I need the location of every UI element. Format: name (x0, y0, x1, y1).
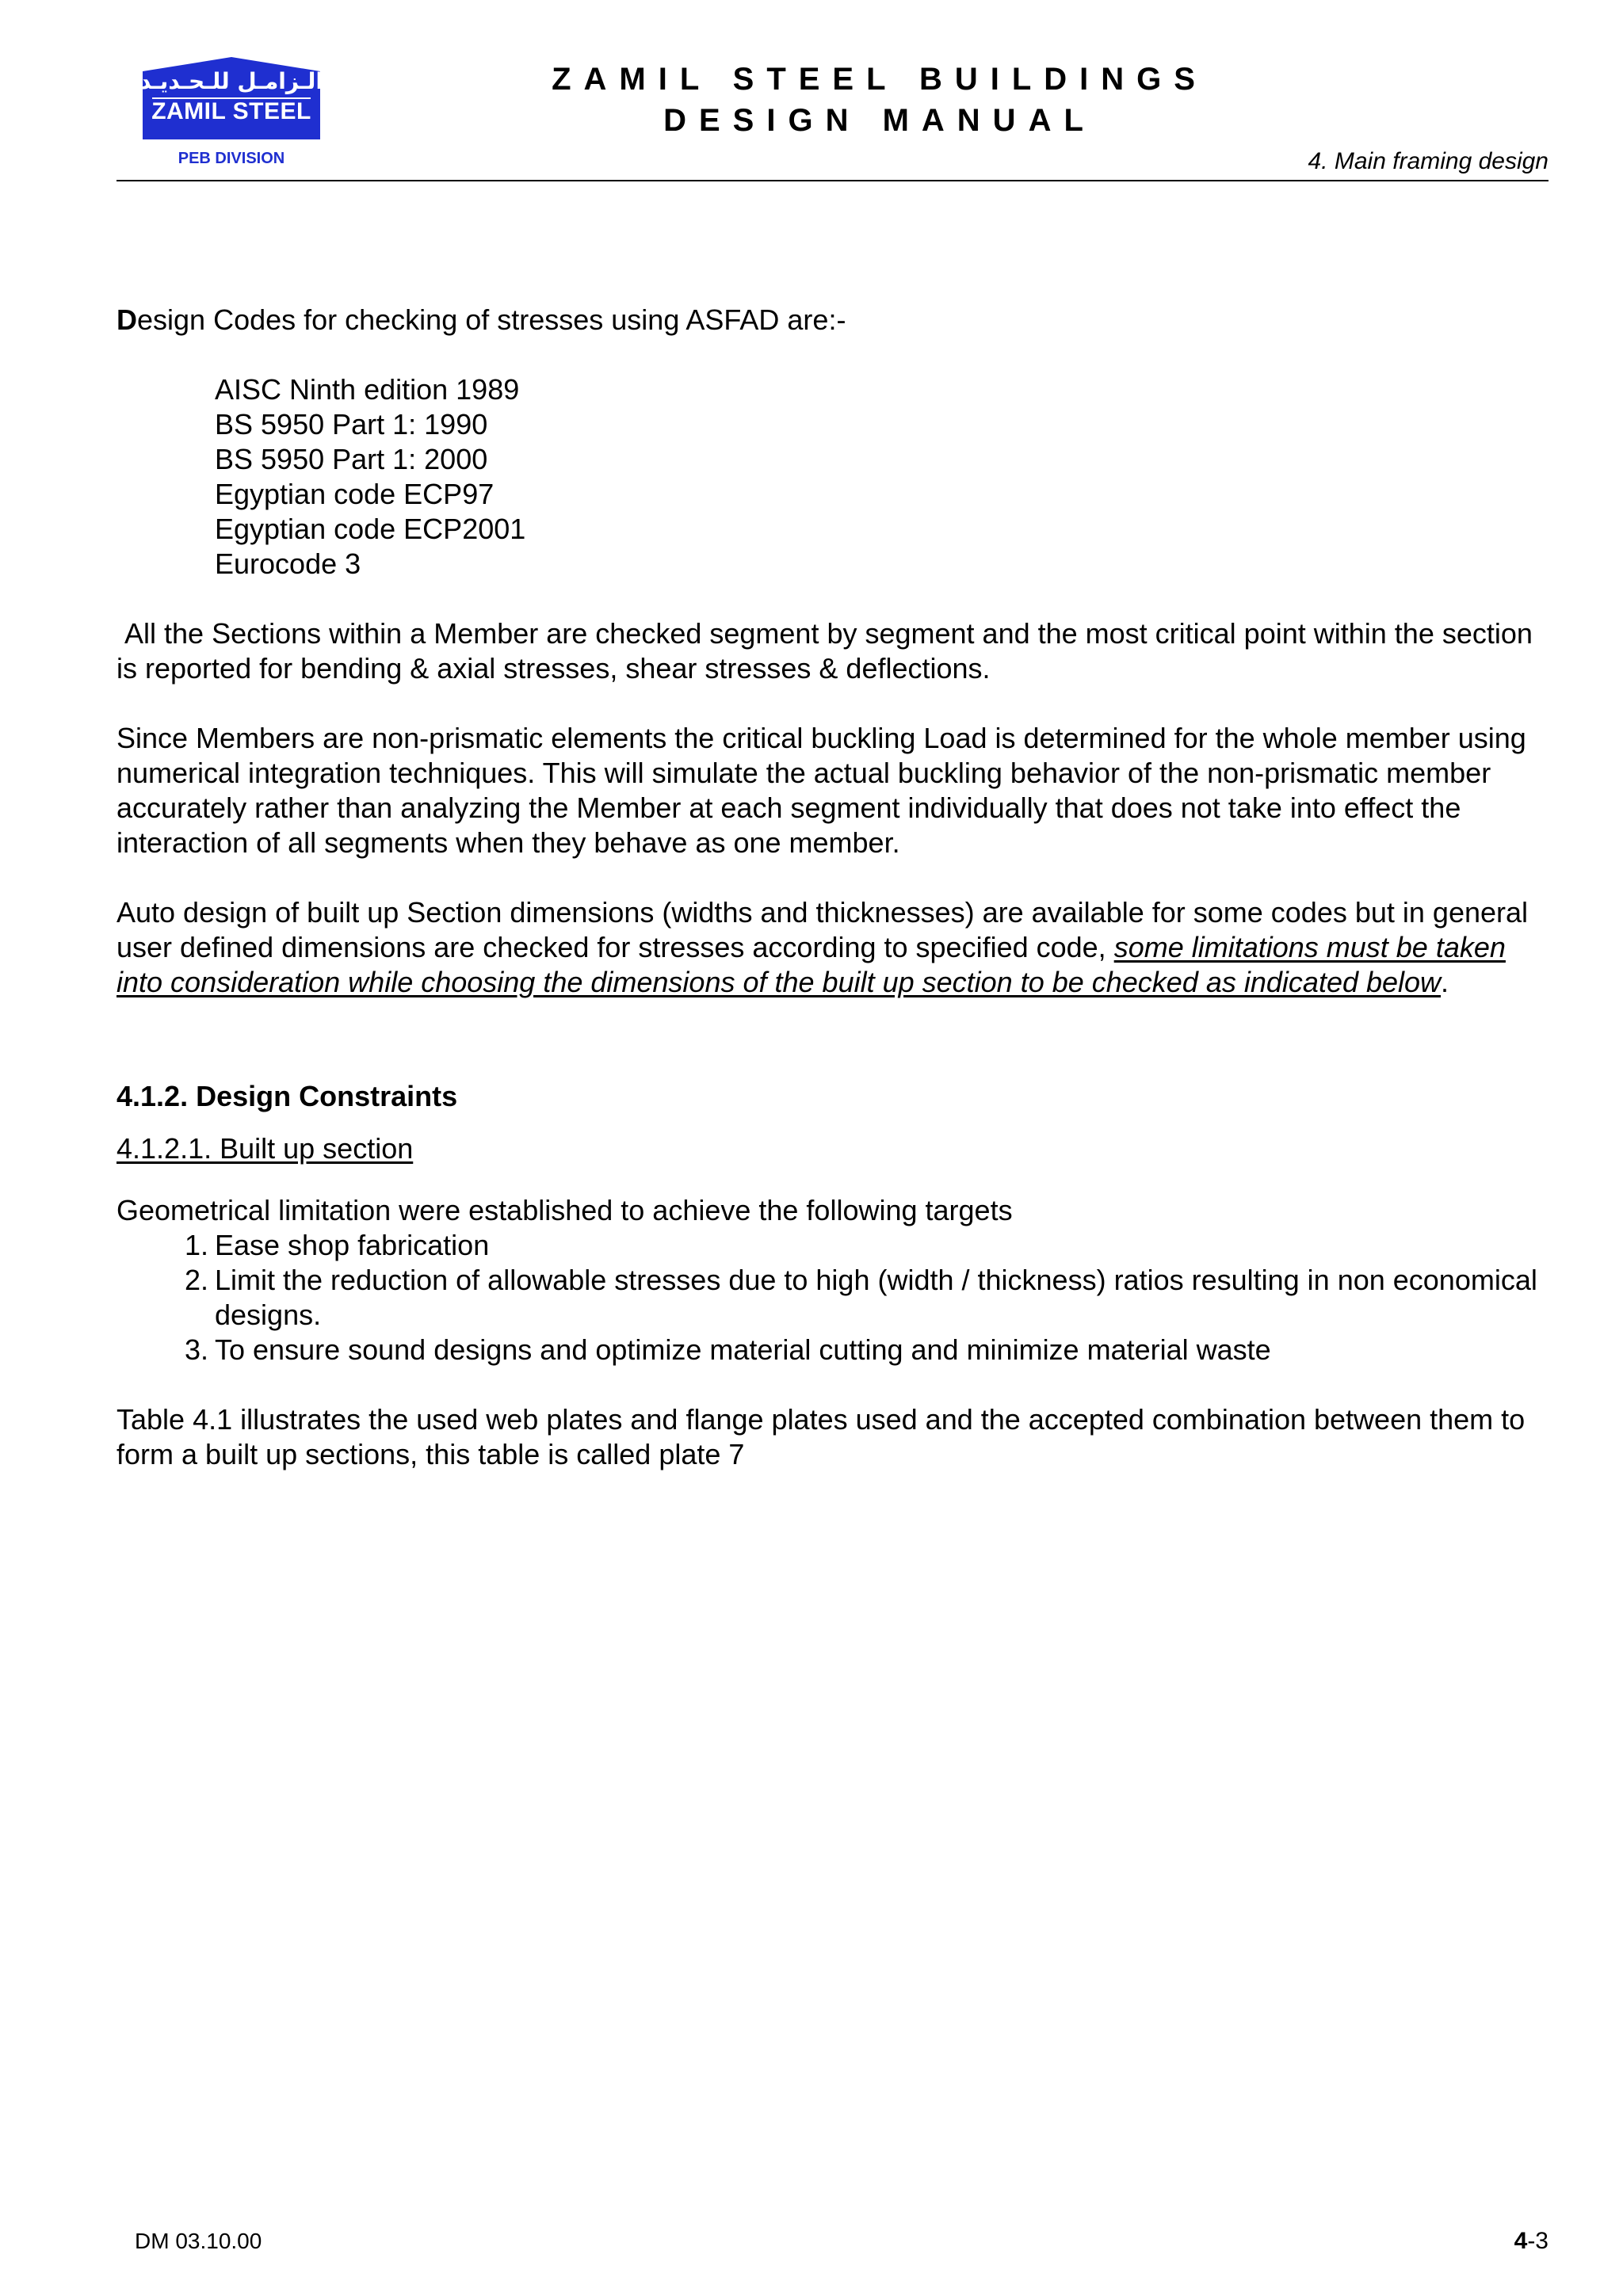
page-chapter-number: 4 (1514, 2228, 1528, 2254)
list-item-text: Ease shop fabrication (215, 1229, 490, 1261)
list-item (116, 1333, 1543, 1367)
list-item-number: 3. (184, 1333, 208, 1366)
design-code-item: Eurocode 3 (215, 547, 361, 580)
paragraph-table-reference: Table 4.1 illustrates the used web plates and flange plates used and the accepted combination between them to form a built up sections, this table is called plate 7 (116, 1403, 1526, 1470)
document-title (444, 59, 1316, 141)
paragraph-sections-check: All the Sections within a Member are checked segment by segment and the most critical point within the section is reported for bending & axial stresses, shear stresses & deflections. (116, 617, 1541, 685)
page-body (116, 303, 1543, 1472)
document-code: DM 03.10.00 (135, 2229, 262, 2253)
auto-design-text: Auto design of built up Section dimensions (widths and thicknesses) are available for some codes but in general user defined dimensions are checked for stresses according to specified code, (116, 896, 1529, 963)
list-item-number: 1. (184, 1229, 208, 1261)
targets-intro: Geometrical limitation were established to achieve the following targets (116, 1194, 1013, 1226)
logo-latin-name: ZAMIL STEEL (151, 98, 311, 124)
design-code-item: Egyptian code ECP2001 (215, 513, 526, 545)
document-title-line-1: ZAMIL STEEL BUILDINGS (552, 62, 1208, 97)
paragraph-buckling: Since Members are non-prismatic elements the critical buckling Load is determined for the whole member using numerical integration techniques. This will simulate the actual buckling behavior of the non-prismatic member accurately rather than analyzing the Member at each segment individually that does not take into effect the interaction of all segments when they behave as one member. (116, 722, 1526, 859)
logo-arabic-name: الـزامـل للـحـديـد (139, 68, 324, 94)
codes-intro-text: esign Codes for checking of stresses using ASFAD are:- (137, 303, 846, 336)
list-item (116, 1228, 1543, 1263)
list-item-text: To ensure sound designs and optimize material cutting and minimize material waste (215, 1333, 1271, 1366)
design-codes-list (116, 372, 1543, 582)
codes-intro-dropcap: D (116, 303, 137, 336)
list-item-text: Limit the reduction of allowable stresses due to high (width / thickness) ratios resulting in non economical designs. (215, 1264, 1537, 1331)
page-number (1514, 2228, 1549, 2255)
logo-division-label: PEB DIVISION (178, 150, 285, 167)
chapter-name: 4. Main framing design (1308, 148, 1549, 174)
auto-design-period: . (1441, 966, 1449, 998)
list-item-number: 2. (184, 1264, 208, 1296)
list-item (116, 1263, 1543, 1333)
auto-design-emphasis: some limitations must be taken into consideration while choosing the dimensions of the built up section to be checked as indicated below (116, 931, 1506, 998)
codes-intro (116, 303, 1543, 338)
design-code-item: Egyptian code ECP97 (215, 478, 495, 510)
design-code-item: BS 5950 Part 1: 2000 (215, 443, 488, 475)
subsection-heading: 4.1.2.1. Built up section (116, 1132, 414, 1165)
design-code-item: AISC Ninth edition 1989 (215, 373, 520, 406)
header-divider (116, 180, 1549, 181)
document-title-line-2: DESIGN MANUAL (663, 103, 1096, 138)
company-logo (136, 57, 327, 176)
paragraph-auto-design (116, 895, 1543, 1000)
design-code-item: BS 5950 Part 1: 1990 (215, 408, 488, 441)
targets-list (116, 1228, 1543, 1367)
section-heading: 4.1.2. Design Constraints (116, 1080, 458, 1112)
page-sequence-number: -3 (1527, 2228, 1549, 2254)
